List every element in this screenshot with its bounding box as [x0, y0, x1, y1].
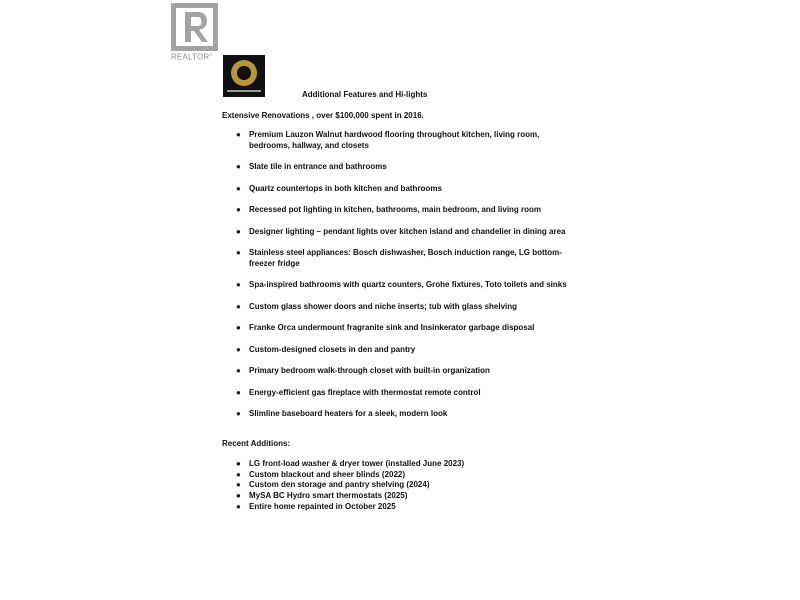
realtor-wordmark-text: REALTOR: [171, 52, 210, 62]
bullet-icon: ●: [236, 226, 241, 236]
recent-addition-item: [222, 502, 582, 513]
feature-item: [222, 184, 582, 195]
feature-item-text: Slate tile in entrance and bathrooms: [249, 162, 387, 172]
feature-item-text: Stainless steel appliances: Bosch dishwasher, Bosch induction range, LG bottom-freezer fridge: [249, 248, 562, 268]
bullet-icon: ●: [236, 366, 241, 376]
recent-addition-item: [222, 470, 582, 481]
page-title: Additional Features and Hi-lights: [302, 90, 428, 99]
feature-item: [222, 345, 582, 356]
realtor-logo: [171, 3, 223, 63]
bullet-icon: ●: [236, 480, 241, 490]
recent-addition-item-text: Custom den storage and pantry shelving (2024): [249, 480, 430, 490]
bullet-icon: ●: [236, 205, 241, 215]
brokerage-logo-icon: [223, 55, 265, 97]
feature-item: [222, 323, 582, 334]
feature-item: [222, 130, 582, 151]
feature-item: [222, 248, 582, 269]
bullet-icon: ●: [236, 130, 241, 139]
recent-addition-item-text: LG front-load washer & dryer tower (installed June 2023): [249, 459, 465, 468]
recent-addition-item: [222, 480, 582, 491]
feature-item-text: Premium Lauzon Walnut hardwood flooring throughout kitchen, living room, bedrooms, hallway, and closets: [249, 130, 540, 150]
bullet-icon: ●: [236, 501, 241, 511]
feature-item-text: Designer lighting – pendant lights over kitchen island and chandelier in dining area: [249, 226, 566, 236]
feature-item-text: Recessed pot lighting in kitchen, bathrooms, main bedroom, and living room: [249, 205, 542, 215]
bullet-icon: ●: [236, 409, 241, 419]
registered-mark: ®: [209, 52, 213, 57]
features-list: [222, 130, 582, 431]
recent-addition-item: [222, 459, 582, 470]
gold-ring-icon: [231, 60, 257, 86]
feature-item-text: Slimline baseboard heaters for a sleek, modern look: [249, 409, 448, 419]
bullet-icon: ●: [236, 323, 241, 333]
feature-item-text: Energy-efficient gas fireplace with thermostat remote control: [249, 387, 481, 397]
bullet-icon: ●: [236, 248, 241, 258]
recent-additions-list: [222, 459, 582, 513]
recent-addition-item-text: Custom blackout and sheer blinds (2022): [249, 469, 406, 479]
feature-item: [222, 205, 582, 216]
bullet-icon: ●: [236, 387, 241, 397]
recent-addition-item: [222, 491, 582, 502]
realtor-r-icon: [171, 3, 218, 51]
bullet-icon: ●: [236, 344, 241, 354]
feature-item: [222, 302, 582, 313]
intro-line: Extensive Renovations , over $100,000 spent in 2016.: [222, 111, 424, 120]
feature-item: [222, 162, 582, 173]
feature-item-text: Custom glass shower doors and niche inserts; tub with glass shelving: [249, 301, 518, 311]
feature-item: [222, 409, 582, 420]
feature-item-text: Franke Orca undermount fragranite sink and Insinkerator garbage disposal: [249, 323, 535, 333]
bullet-icon: ●: [236, 280, 241, 290]
feature-item-text: Spa-inspired bathrooms with quartz counters, Grohe fixtures, Toto toilets and sinks: [249, 280, 567, 290]
recent-additions-heading: Recent Additions:: [222, 439, 291, 448]
recent-addition-item-text: Entire home repainted in October 2025: [249, 501, 396, 511]
bullet-icon: ●: [236, 183, 241, 193]
bullet-icon: ●: [236, 162, 241, 172]
feature-item: [222, 366, 582, 377]
bullet-icon: ●: [236, 301, 241, 311]
brokerage-logo-tagline: [227, 90, 261, 92]
feature-item-text: Primary bedroom walk-through closet with built-in organization: [249, 366, 490, 376]
bullet-icon: ●: [236, 459, 241, 468]
feature-item-text: Quartz countertops in both kitchen and bathrooms: [249, 183, 442, 193]
feature-item-text: Custom-designed closets in den and pantry: [249, 344, 416, 354]
bullet-icon: ●: [236, 469, 241, 479]
feature-item: [222, 280, 582, 291]
recent-addition-item-text: MySA BC Hydro smart thermostats (2025): [249, 491, 408, 501]
feature-item: [222, 227, 582, 238]
realtor-wordmark: [171, 52, 213, 62]
feature-item: [222, 388, 582, 399]
bullet-icon: ●: [236, 491, 241, 501]
